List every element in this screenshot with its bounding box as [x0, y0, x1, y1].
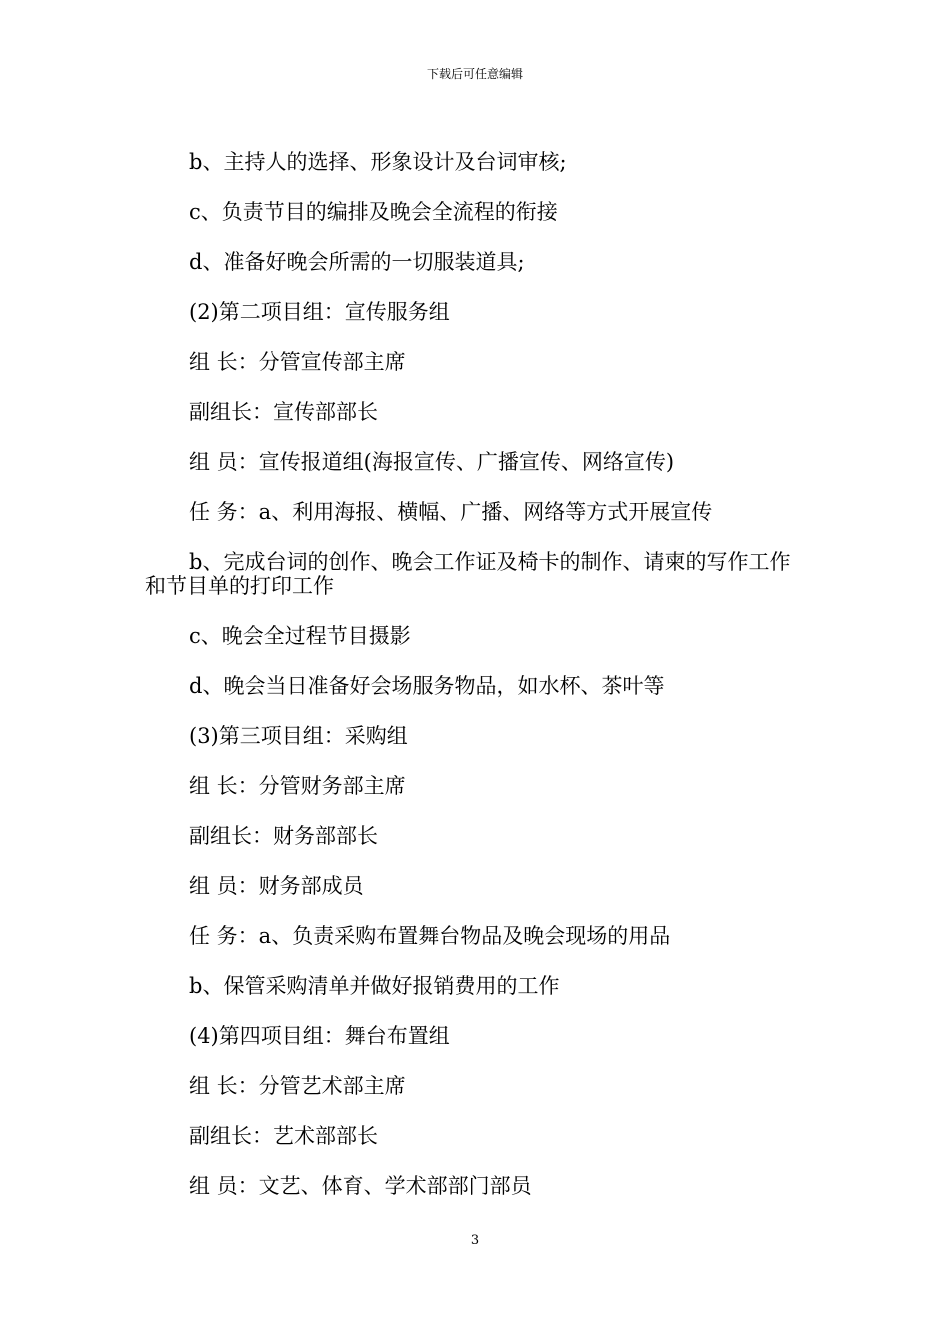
- section-heading: (2)第二项目组：宣传服务组: [189, 300, 450, 324]
- paragraph: d、准备好晚会所需的一切服装道具;: [189, 250, 525, 274]
- paragraph: b、完成台词的创作、晚会工作证及椅卡的制作、请柬的写作工作和节目单的打印工作: [145, 550, 791, 598]
- paragraph: 组 长：分管宣传部主席: [189, 350, 406, 374]
- paragraph: d、晚会当日准备好会场服务物品，如水杯、茶叶等: [189, 674, 665, 698]
- paragraph: 组 员：文艺、体育、学术部部门部员: [189, 1174, 532, 1198]
- paragraph: b、保管采购清单并做好报销费用的工作: [189, 974, 560, 998]
- paragraph: 任 务：a、负责采购布置舞台物品及晚会现场的用品: [189, 924, 671, 948]
- paragraph: 副组长：艺术部部长: [189, 1124, 378, 1148]
- page-number: 3: [470, 1233, 480, 1248]
- document-body: [145, 150, 810, 1224]
- paragraph: c、负责节目的编排及晚会全流程的衔接: [189, 200, 558, 224]
- paragraph: 副组长：财务部部长: [189, 824, 378, 848]
- paragraph: 副组长：宣传部部长: [189, 400, 378, 424]
- paragraph: 组 员：财务部成员: [189, 874, 364, 898]
- paragraph: b、主持人的选择、形象设计及台词审核;: [189, 150, 567, 174]
- paragraph: 组 长：分管艺术部主席: [189, 1074, 406, 1098]
- section-heading: (4)第四项目组：舞台布置组: [189, 1024, 450, 1048]
- paragraph: 组 长：分管财务部主席: [189, 774, 406, 798]
- paragraph: c、晚会全过程节目摄影: [189, 624, 411, 648]
- paragraph: 组 员：宣传报道组(海报宣传、广播宣传、网络宣传): [189, 450, 675, 474]
- section-heading: (3)第三项目组：采购组: [189, 724, 408, 748]
- paragraph: 任 务：a、利用海报、横幅、广播、网络等方式开展宣传: [189, 500, 713, 524]
- page-header: 下载后可任意编辑: [426, 67, 523, 81]
